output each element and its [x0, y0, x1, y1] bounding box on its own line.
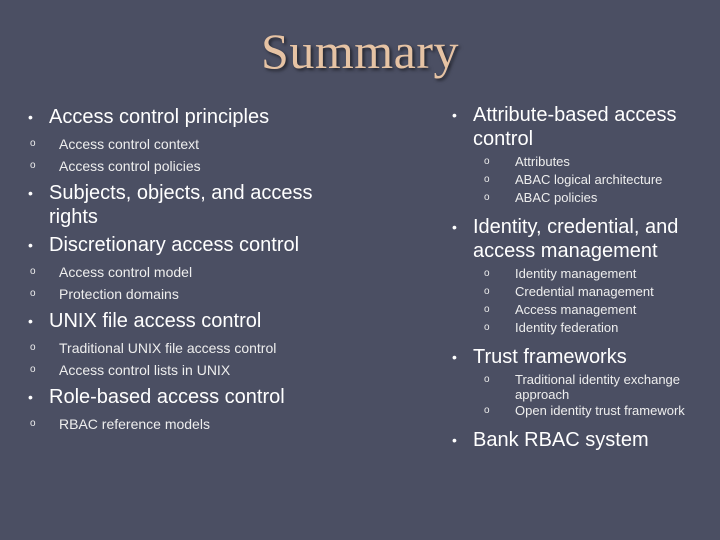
sub-bullet-marker: o: [30, 418, 36, 429]
bullet-marker: •: [28, 237, 33, 253]
sub-bullet-marker: o: [30, 160, 36, 171]
sub-item-label: ABAC policies: [515, 190, 598, 205]
sub-list: [28, 261, 358, 305]
bullet-label: Discretionary access control: [49, 234, 300, 256]
sub-item-credential-management: [452, 283, 714, 301]
sub-item-label: Traditional identity exchange approach: [515, 372, 681, 402]
sub-item-open-identity-trust-framework: [452, 402, 714, 420]
bullet-item-bank-rbac-system: [452, 428, 714, 452]
sub-item-label: Identity federation: [515, 320, 619, 335]
sub-bullet-marker: o: [484, 374, 490, 385]
sub-item-label: Identity management: [515, 266, 637, 281]
sub-item-label: RBAC reference models: [59, 416, 210, 432]
sub-item-access-control-lists-in-unix: [28, 359, 358, 381]
sub-bullet-marker: o: [30, 266, 36, 277]
sub-list: [28, 133, 358, 177]
sub-bullet-marker: o: [484, 268, 490, 279]
bullet-item-unix-file-access-control: [28, 309, 358, 333]
bullet-item-role-based-access-control: [28, 385, 358, 409]
sub-bullet-marker: o: [30, 342, 36, 353]
sub-list: [452, 153, 714, 207]
bullet-label: UNIX file access control: [49, 310, 262, 332]
bullet-marker: •: [452, 432, 457, 448]
sub-item-rbac-reference-models: [28, 413, 358, 435]
sub-item-label: Access management: [515, 302, 637, 317]
sub-item-access-control-context: [28, 133, 358, 155]
bullet-label: Access control principles: [49, 106, 270, 128]
right-column: [452, 103, 714, 454]
sub-list: [28, 413, 358, 435]
sub-item-identity-federation: [452, 319, 714, 337]
sub-item-access-control-model: [28, 261, 358, 283]
sub-item-abac-logical-architecture: [452, 171, 714, 189]
sub-item-traditional-unix-file-access-control: [28, 337, 358, 359]
sub-item-label: Access control lists in UNIX: [59, 362, 231, 378]
bullet-item-discretionary-access-control: [28, 233, 358, 257]
bullet-item-identity-credential-and-access-management: [452, 215, 714, 263]
left-column: [28, 105, 358, 439]
sub-item-access-control-policies: [28, 155, 358, 177]
bullet-marker: •: [28, 185, 33, 201]
sub-bullet-marker: o: [484, 174, 490, 185]
bullet-marker: •: [452, 107, 457, 123]
sub-item-label: Access control model: [59, 264, 193, 280]
sub-list: [452, 371, 714, 420]
bullet-marker: •: [28, 389, 33, 405]
bullet-item-access-control-principles: [28, 105, 358, 129]
bullet-label: Trust frameworks: [473, 346, 627, 368]
bullet-marker: •: [28, 109, 33, 125]
sub-bullet-marker: o: [484, 322, 490, 333]
sub-item-label: Protection domains: [59, 286, 179, 302]
bullet-marker: •: [452, 349, 457, 365]
sub-item-attributes: [452, 153, 714, 171]
bullet-label: Identity, credential, and access management: [473, 216, 679, 262]
sub-bullet-marker: o: [30, 364, 36, 375]
sub-bullet-marker: o: [30, 288, 36, 299]
bullet-marker: •: [28, 313, 33, 329]
slide-title: Summary: [261, 23, 459, 79]
sub-item-label: Attributes: [515, 154, 570, 169]
sub-bullet-marker: o: [484, 286, 490, 297]
sub-item-label: Access control context: [59, 136, 200, 152]
sub-bullet-marker: o: [484, 156, 490, 167]
sub-item-label: Traditional UNIX file access control: [59, 340, 277, 356]
sub-item-protection-domains: [28, 283, 358, 305]
sub-item-label: ABAC logical architecture: [515, 172, 663, 187]
bullet-label: Bank RBAC system: [473, 429, 649, 451]
sub-item-label: Open identity trust framework: [515, 403, 685, 418]
bullet-item-attribute-based-access-control: [452, 103, 714, 151]
sub-item-abac-policies: [452, 189, 714, 207]
bullet-label: Subjects, objects, and access rights: [49, 182, 313, 228]
bullet-label: Attribute-based access control: [473, 104, 677, 150]
bullet-item-subjects-objects-and-access-rights: [28, 181, 358, 229]
sub-item-identity-management: [452, 265, 714, 283]
sub-bullet-marker: o: [484, 405, 490, 416]
sub-item-label: Credential management: [515, 284, 654, 299]
sub-item-traditional-identity-exchange-approach: [452, 371, 714, 402]
bullet-label: Role-based access control: [49, 386, 285, 408]
sub-bullet-marker: o: [484, 304, 490, 315]
sub-bullet-marker: o: [484, 192, 490, 203]
sub-list: [28, 337, 358, 381]
sub-list: [452, 265, 714, 337]
bullet-item-trust-frameworks: [452, 345, 714, 369]
bullet-marker: •: [452, 219, 457, 235]
sub-item-label: Access control policies: [59, 158, 201, 174]
sub-bullet-marker: o: [30, 138, 36, 149]
sub-item-access-management: [452, 301, 714, 319]
